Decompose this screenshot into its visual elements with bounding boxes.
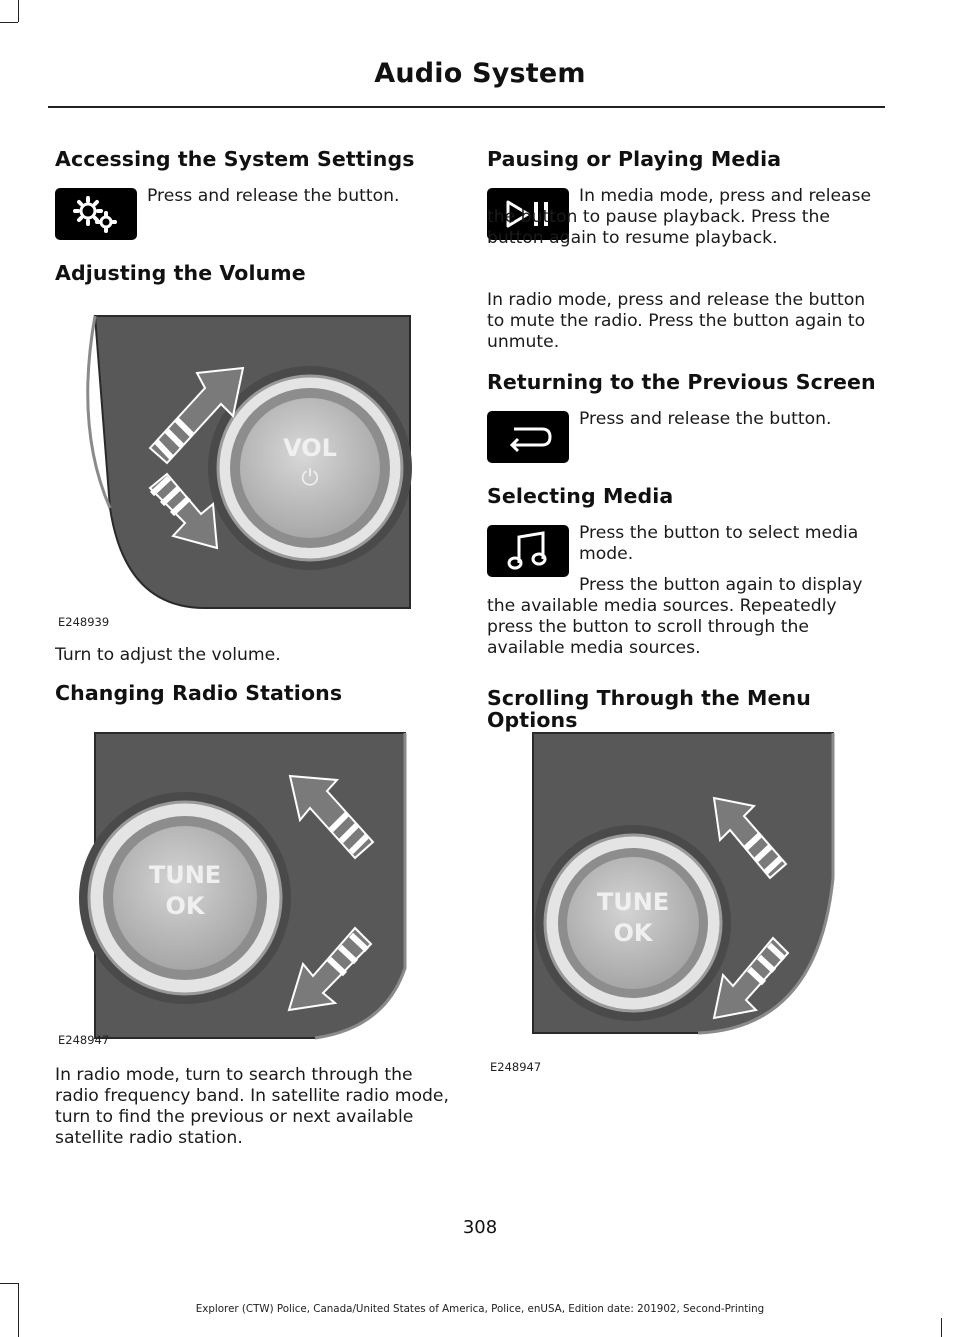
volume-figure bbox=[55, 308, 415, 633]
header-rule bbox=[48, 106, 885, 108]
footer-edition-text: Explorer (CTW) Police, Canada/United States of America, Police, enUSA, Edition date: 201902, Second-Printing bbox=[195, 1303, 765, 1315]
volume-caption: Turn to adjust the volume. bbox=[55, 645, 281, 665]
radio-figure-id: E248947 bbox=[58, 1033, 110, 1047]
crop-mark-br-v bbox=[941, 1318, 942, 1337]
page-number: 308 bbox=[462, 1217, 498, 1238]
scroll-tune-label: TUNE bbox=[596, 888, 670, 916]
settings-text: Press and release the button. bbox=[147, 186, 400, 206]
heading-scroll-menu: Scrolling Through the Menu Options bbox=[487, 686, 811, 732]
back-text: Press and release the button. bbox=[579, 409, 832, 429]
radio-tune-figure bbox=[55, 728, 415, 1050]
ok-knob-label: OK bbox=[165, 892, 205, 920]
music-note-icon bbox=[503, 529, 553, 573]
crop-mark-tl-h bbox=[0, 22, 18, 23]
heading-selecting-media: Selecting Media bbox=[487, 484, 674, 508]
volume-knob-label: VOL bbox=[283, 434, 337, 462]
heading-pause-play: Pausing or Playing Media bbox=[487, 147, 782, 171]
pause-text-2: In radio mode, press and release the button to mute the radio. Press the button again to unmute. bbox=[487, 290, 866, 352]
scroll-ok-label: OK bbox=[613, 919, 653, 947]
heading-system-settings: Accessing the System Settings bbox=[55, 147, 415, 171]
media-text-2: Press the button again to display the available media sources. Repeatedly press the button to scroll through the available media sources. bbox=[487, 575, 863, 658]
heading-previous-screen: Returning to the Previous Screen bbox=[487, 370, 876, 394]
tune-knob-label: TUNE bbox=[148, 861, 222, 889]
crop-mark-tl-v bbox=[18, 0, 19, 22]
scroll-tune-figure bbox=[488, 728, 836, 1058]
crop-mark-bl-h bbox=[0, 1283, 18, 1284]
scroll-figure-id: E248947 bbox=[490, 1060, 542, 1074]
settings-button-icon-box bbox=[55, 188, 137, 240]
gear-icon bbox=[66, 192, 126, 236]
radio-text: In radio mode, turn to search through the radio frequency band. In satellite radio mode, turn to find the previous or next available satellite radio station. bbox=[55, 1065, 449, 1148]
heading-change-radio: Changing Radio Stations bbox=[55, 681, 343, 705]
power-icon: ⏻ bbox=[301, 466, 319, 491]
back-arrow-icon bbox=[500, 419, 556, 455]
tune-knob-illustration bbox=[55, 728, 415, 1050]
heading-adjust-volume: Adjusting the Volume bbox=[55, 261, 306, 285]
volume-figure-id: E248939 bbox=[58, 615, 110, 629]
pause-text-1: In media mode, press and release the button to pause playback. Press the button again to resume playback. bbox=[487, 186, 872, 248]
media-text-1: Press the button to select media mode. bbox=[579, 523, 859, 564]
media-button-icon-box bbox=[487, 525, 569, 577]
page-title: Audio System bbox=[374, 58, 586, 89]
back-button-icon-box bbox=[487, 411, 569, 463]
volume-knob-illustration bbox=[55, 308, 415, 633]
